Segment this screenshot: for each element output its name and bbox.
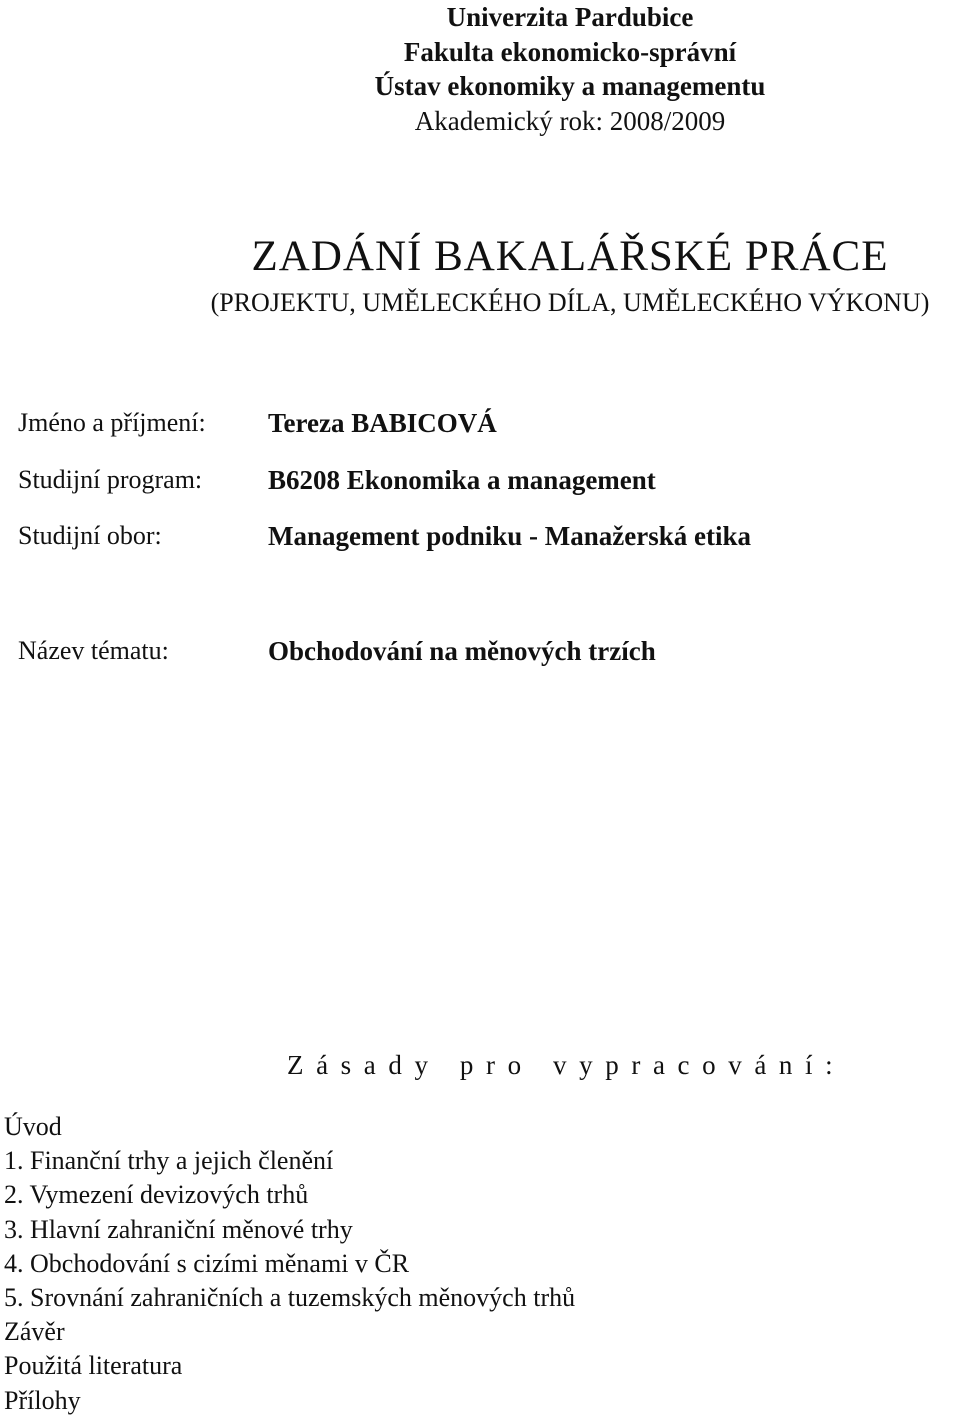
outline-item: Úvod: [4, 1112, 62, 1141]
topic-value: Obchodování na měnových trzích: [268, 636, 656, 666]
outline-item: 5. Srovnání zahraničních a tuzemských měnových trhů: [4, 1283, 576, 1313]
study-program-value: B6208 Ekonomika a management: [268, 465, 656, 495]
institution-header: [0, 0, 960, 138]
name-value: Tereza BABICOVÁ: [268, 408, 497, 438]
outline-item: Použitá literatura: [4, 1351, 183, 1381]
outline-item: Závěr: [4, 1317, 65, 1347]
study-field-label: Studijní obor:: [18, 521, 162, 550]
study-field-value: Management podniku - Manažerská etika: [268, 521, 752, 551]
outline-item: Přílohy: [4, 1385, 81, 1415]
principles-heading: Zásady pro vypracování:: [287, 1050, 846, 1080]
academic-year: Akademický rok: 2008/2009: [414, 105, 726, 136]
outline-item: 4. Obchodování s cizími měnami v ČR: [4, 1248, 410, 1278]
outline-list: [4, 1110, 575, 1418]
document-title: ZADÁNÍ BAKALÁŘSKÉ PRÁCE: [251, 233, 889, 280]
outline-item: 3. Hlavní zahraniční měnové trhy: [4, 1214, 353, 1244]
faculty-name: Fakulta ekonomicko-správní: [403, 36, 737, 67]
outline-item: 2. Vymezení devizových trhů: [4, 1180, 309, 1210]
document-subtitle: (PROJEKTU, UMĚLECKÉHO DÍLA, UMĚLECKÉHO VÝKONU): [210, 288, 930, 317]
outline-item: 1. Finanční trhy a jejich členění: [4, 1146, 334, 1176]
topic-label: Název tématu:: [18, 636, 169, 665]
study-program-label: Studijní program:: [18, 465, 203, 494]
department-name: Ústav ekonomiky a managementu: [374, 71, 766, 101]
university-name: Univerzita Pardubice: [446, 2, 694, 32]
name-label: Jméno a příjmení:: [18, 408, 206, 437]
